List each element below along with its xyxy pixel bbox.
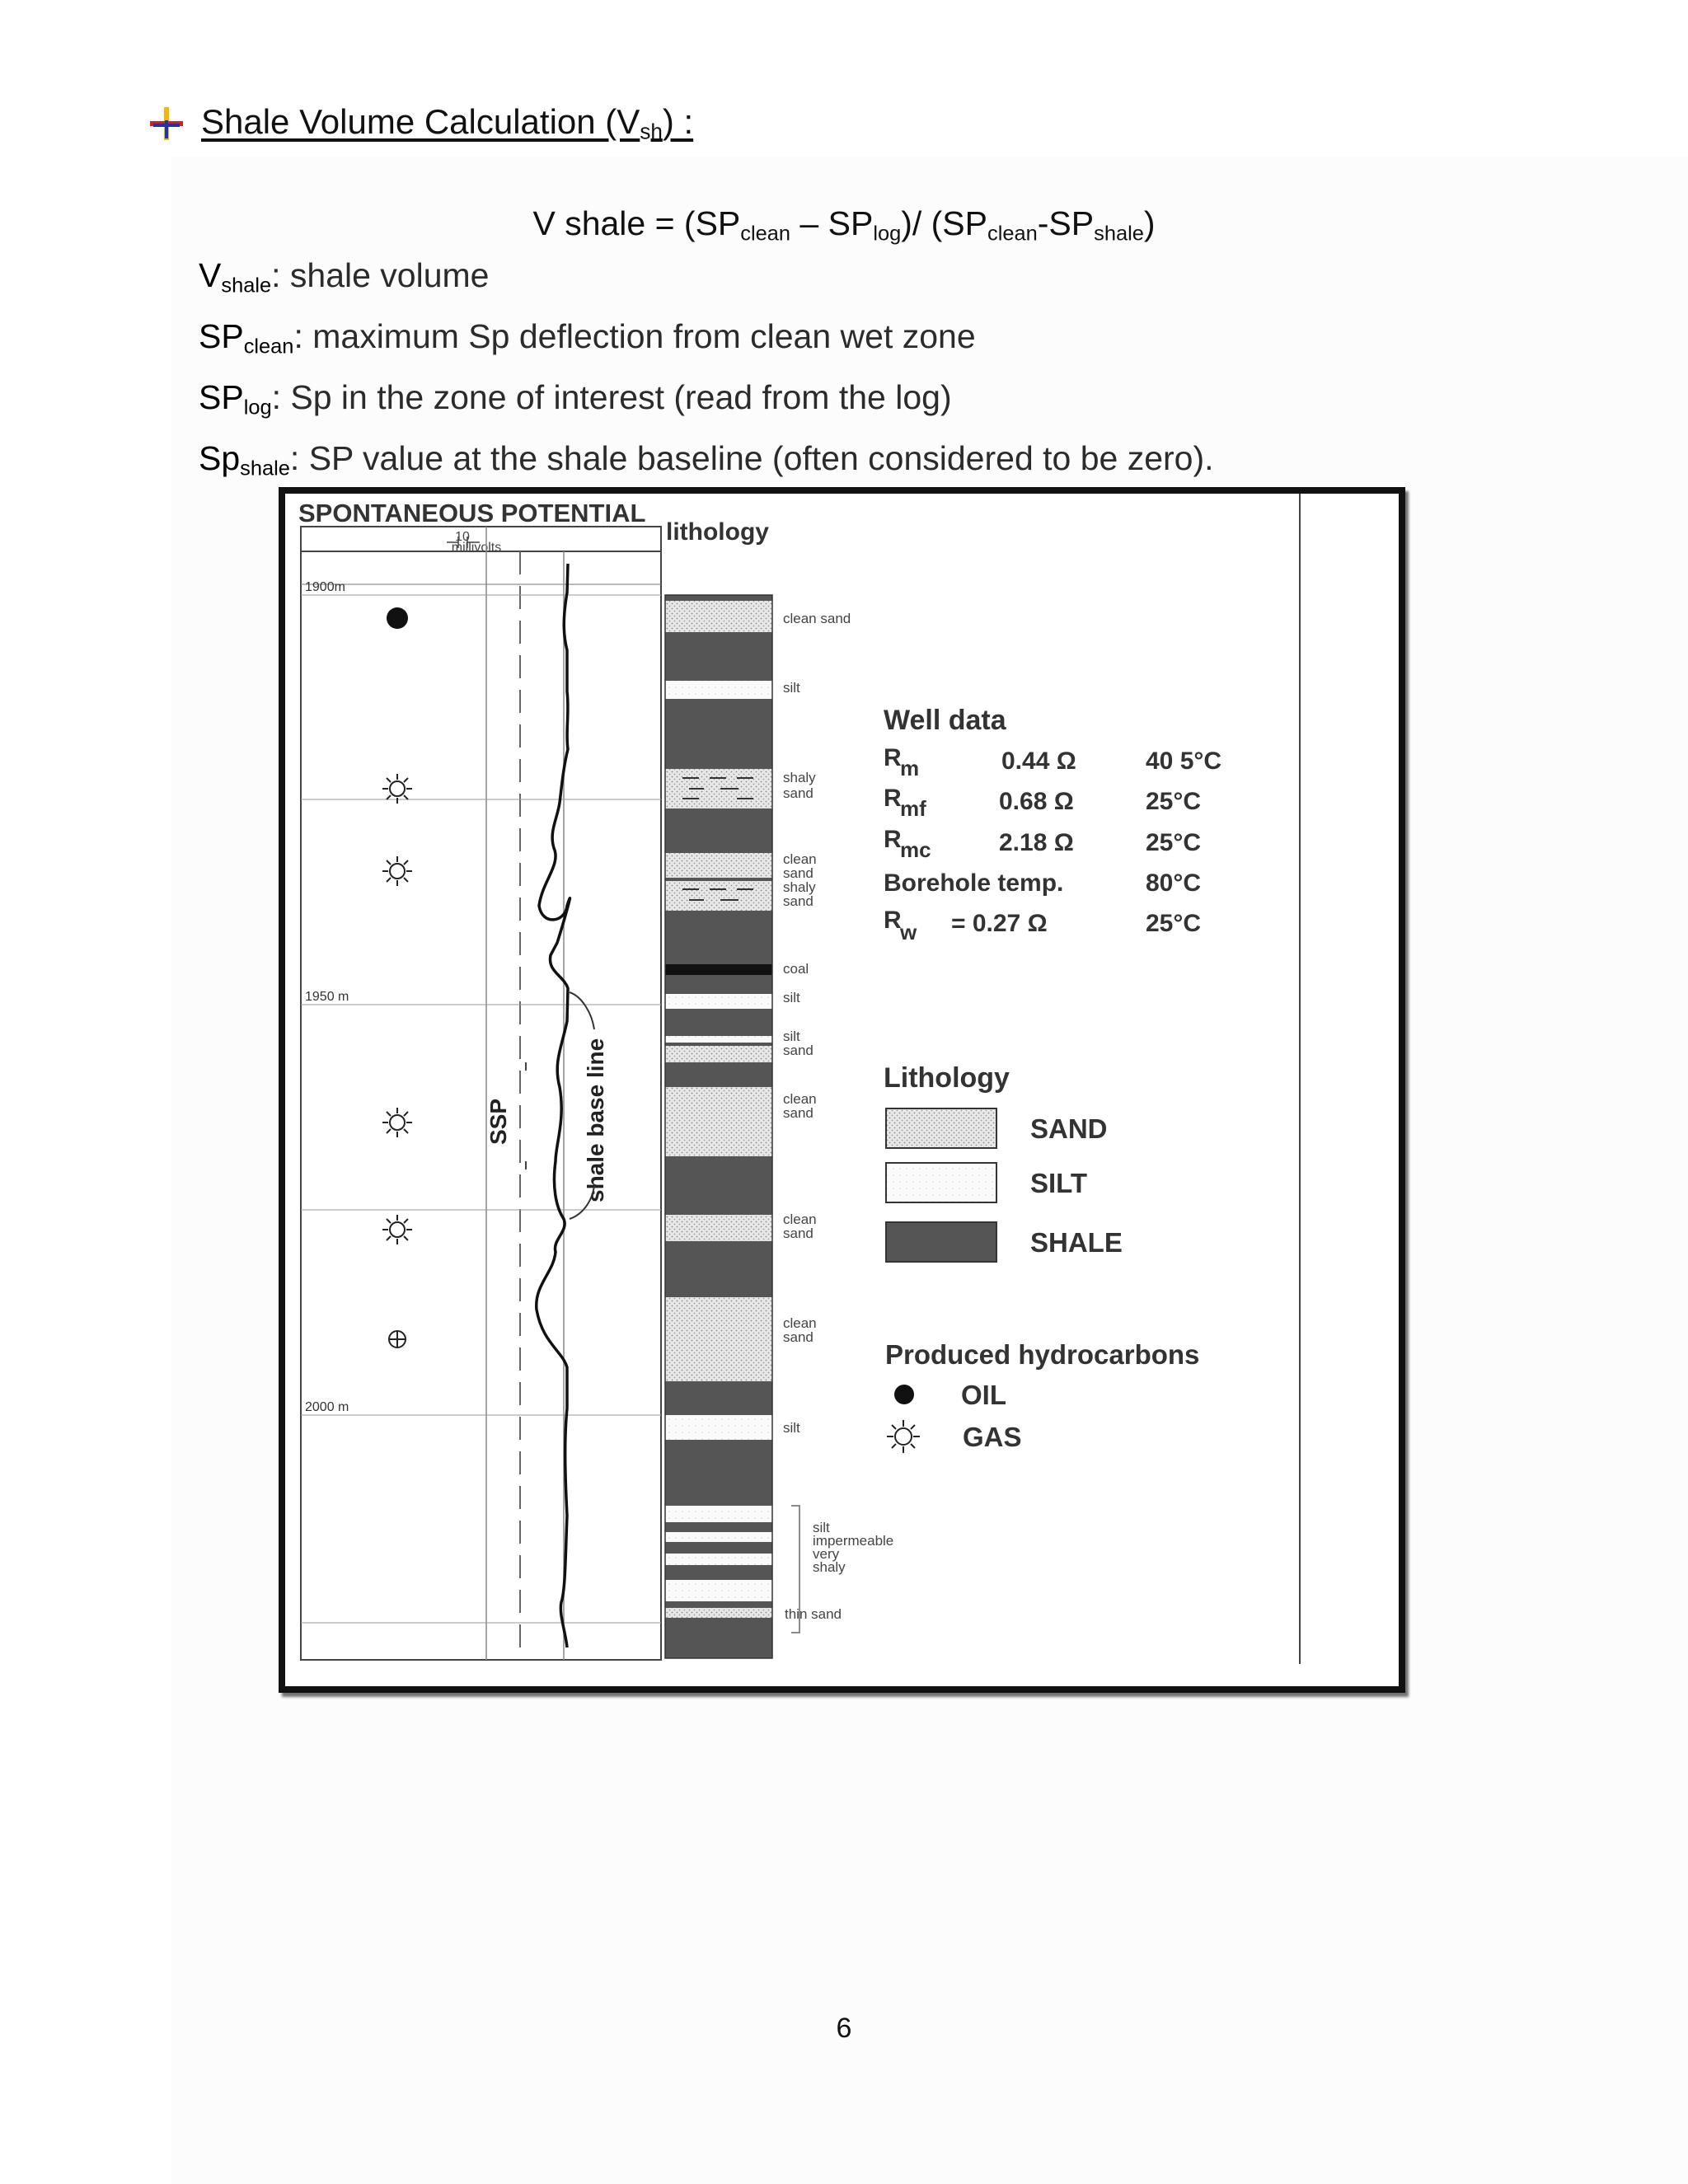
lithology-header: lithology xyxy=(666,518,769,546)
litho-label: sand xyxy=(783,893,814,909)
litho-label: impermeable xyxy=(813,1533,894,1549)
well-data-row xyxy=(884,907,1201,944)
litho-label: silt xyxy=(783,680,800,696)
litho-label: sand xyxy=(783,865,814,881)
sp-log-figure xyxy=(279,487,1405,1693)
well-data-symbol: R xyxy=(884,907,902,934)
definition-splog: $SP_{log}$: Sp in the zone of interest (read from the log) xyxy=(199,377,952,419)
litho-label: clean xyxy=(783,1212,817,1227)
litho-label: sand xyxy=(783,1226,814,1241)
legend-label-sand: SAND xyxy=(1030,1113,1108,1144)
litho-label: clean sand xyxy=(783,611,851,626)
sp-curve xyxy=(537,564,570,1647)
litho-layer-sand xyxy=(665,1297,772,1381)
well-data-subscript: mc xyxy=(900,837,931,862)
definition-spshale: $Sp_{shale}$: SP value at the shale baseline (often considered to be zero). xyxy=(199,438,1214,480)
well-data-table xyxy=(884,744,1221,944)
legend-swatch-silt xyxy=(886,1163,996,1202)
well-data-value: 0.68 Ω xyxy=(999,788,1074,815)
well-data-temp: 25°C xyxy=(1146,788,1202,815)
litho-label: very xyxy=(813,1546,840,1562)
figure-title: SPONTANEOUS POTENTIAL xyxy=(298,499,646,527)
ssp-label: SSP xyxy=(485,1098,511,1145)
definition-spclean: $SP_{clean}$: maximum Sp deflection from clean wet zone xyxy=(199,316,976,359)
lithology-column xyxy=(665,595,772,1658)
well-data-subscript: m xyxy=(900,756,920,780)
legend-label-silt: SILT xyxy=(1030,1168,1088,1198)
litho-layer-silt xyxy=(665,994,772,1009)
well-data-symbol: R xyxy=(884,826,902,853)
well-data-value: 0.44 Ω xyxy=(1001,748,1076,775)
litho-label: silt xyxy=(783,1029,800,1044)
well-data-temp: 40 5°C xyxy=(1146,748,1222,775)
litho-layer-sand xyxy=(665,1215,772,1241)
oil-legend-icon xyxy=(894,1385,914,1404)
litho-layer-silt xyxy=(665,1415,772,1440)
legend-swatch-sand xyxy=(886,1108,996,1148)
section-heading: Shale Volume Calculation $(V_{sh})$ : xyxy=(201,102,694,144)
well-data-symbol: Borehole temp. xyxy=(884,869,1064,897)
litho-layer-silt xyxy=(665,1506,772,1522)
litho-label: clean xyxy=(783,851,817,867)
well-data-symbol: R xyxy=(884,785,902,812)
litho-label: silt xyxy=(783,990,800,1005)
oil-marker-icon xyxy=(387,607,408,629)
litho-label: silt xyxy=(813,1520,830,1535)
litho-label: sand xyxy=(783,1329,814,1345)
litho-label: silt xyxy=(783,1420,800,1436)
well-data-temp: 25°C xyxy=(1146,910,1202,937)
lithology-labels xyxy=(783,611,893,1622)
vshale-formula: V shale = $(SP_{clean} - SP_{log})/$ $(SP_{clean}-SP_{shale})$ xyxy=(532,204,1156,246)
litho-label: sand xyxy=(783,1105,814,1121)
bullet-cross-icon xyxy=(148,105,185,142)
litho-layer-sand xyxy=(665,601,772,632)
page-number: 6 xyxy=(836,2013,852,2044)
legend-swatch-shale xyxy=(886,1222,996,1262)
baseline-label: shale base line xyxy=(583,1038,608,1202)
depth-label: 1900m xyxy=(305,580,345,594)
oil-label: OIL xyxy=(961,1380,1006,1410)
litho-label: clean xyxy=(783,1315,817,1331)
well-data-row xyxy=(884,744,1221,780)
legend-title: Lithology xyxy=(884,1062,1010,1094)
definitions-list xyxy=(199,251,1214,494)
gas-marker-icon xyxy=(382,774,412,804)
depth-label: 2000 m xyxy=(305,1400,349,1414)
litho-layer-silt xyxy=(665,1580,772,1601)
litho-label: sand xyxy=(783,785,814,801)
litho-layer-silt xyxy=(665,681,772,699)
litho-layer-sand xyxy=(665,853,772,878)
produced-hydrocarbon-marker-icon xyxy=(389,1331,406,1347)
litho-layer-silt xyxy=(665,1532,772,1542)
litho-label: sand xyxy=(783,1043,814,1058)
gas-legend-icon xyxy=(887,1420,920,1453)
sp-log-diagram xyxy=(285,494,1399,1686)
well-data-row xyxy=(884,869,1201,897)
well-data-row xyxy=(884,785,1201,821)
litho-label: thin sand xyxy=(785,1606,842,1622)
gas-marker-icon xyxy=(382,1215,412,1244)
well-data-symbol: R xyxy=(884,744,902,771)
well-data-temp: 80°C xyxy=(1146,869,1202,897)
well-data-value: 2.18 Ω xyxy=(999,829,1074,856)
hydrocarbons-title: Produced hydrocarbons xyxy=(885,1339,1200,1370)
litho-label: clean xyxy=(783,1091,817,1107)
litho-layer-sand xyxy=(665,1087,772,1156)
litho-label: shaly xyxy=(783,770,816,785)
litho-label: shaly xyxy=(783,879,816,895)
scale-unit: millivolts xyxy=(451,541,502,555)
section-heading-row xyxy=(148,97,693,150)
litho-label: coal xyxy=(783,961,809,977)
litho-layer-sand xyxy=(665,1608,772,1618)
litho-layer-silt xyxy=(665,1554,772,1565)
definition-vshale: $V_{shale}$: shale volume xyxy=(199,256,490,298)
well-data-title: Well data xyxy=(884,705,1006,736)
litho-layer-shaly-sand xyxy=(665,881,772,911)
well-data-temp: 25°C xyxy=(1146,829,1202,856)
well-data-subscript: mf xyxy=(900,796,926,821)
litho-layer-silt xyxy=(665,1036,772,1043)
gas-marker-icon xyxy=(382,856,412,886)
litho-layer-sand xyxy=(665,1046,772,1062)
depth-label: 1950 m xyxy=(305,990,349,1004)
gas-marker-icon xyxy=(382,1108,412,1137)
litho-label: shaly xyxy=(813,1559,846,1575)
well-data-subscript: w xyxy=(900,920,917,944)
gas-label: GAS xyxy=(963,1422,1022,1452)
litho-layer-coal xyxy=(665,964,772,975)
legend-label-shale: SHALE xyxy=(1030,1227,1123,1258)
litho-layer-shaly-sand xyxy=(665,769,772,808)
well-data-value: = 0.27 Ω xyxy=(951,910,1048,937)
scale-value: 10 xyxy=(455,530,470,544)
well-data-row xyxy=(884,826,1201,862)
